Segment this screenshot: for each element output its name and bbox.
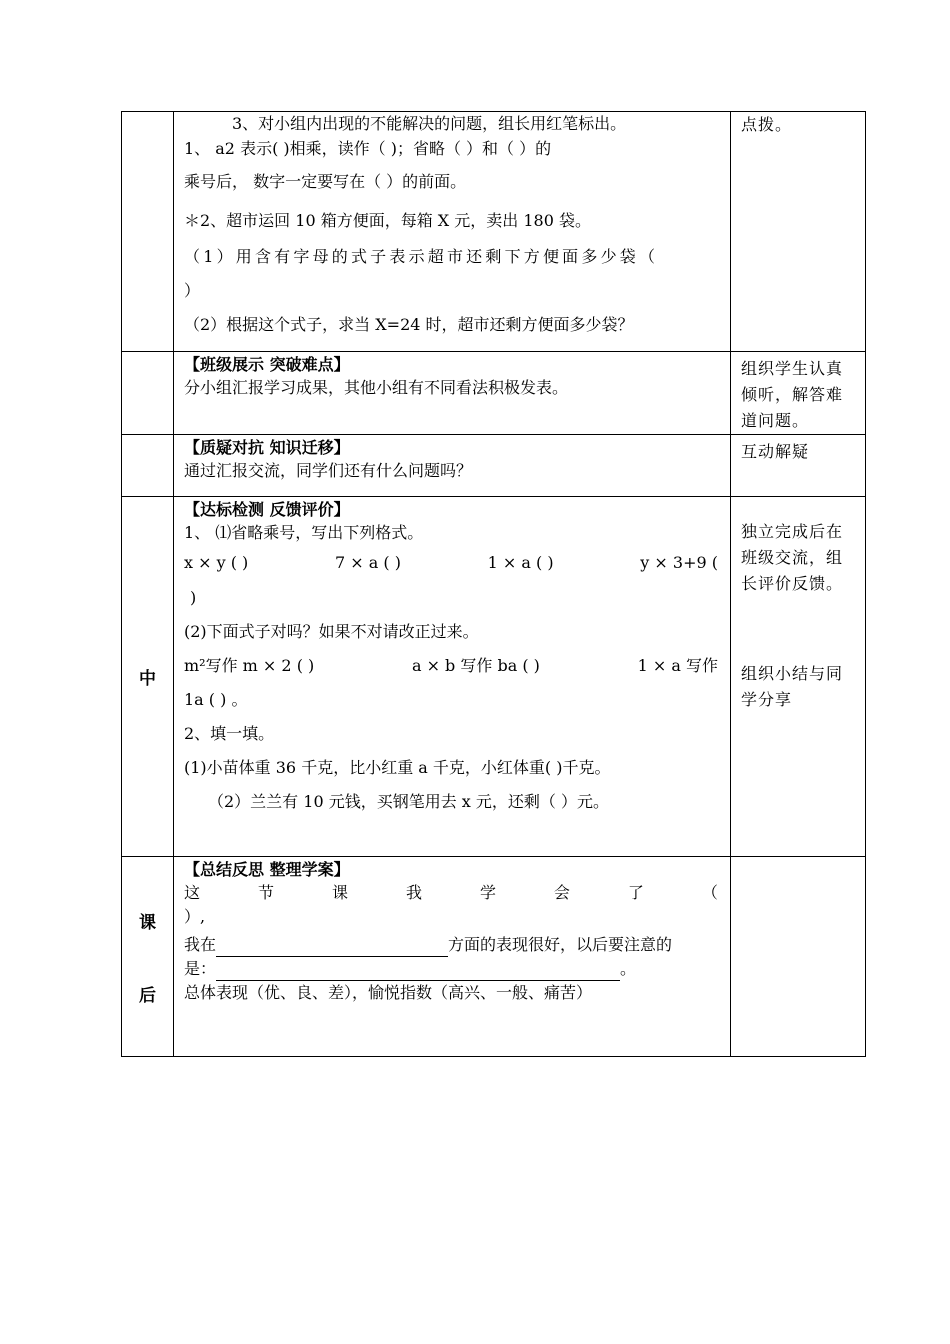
note-line: 学分享 (741, 690, 793, 709)
task-item: y × 3+9 ( (640, 553, 718, 572)
questioning-content (174, 435, 731, 497)
teacher-note-empty (731, 857, 866, 1057)
question-2-part-1: （1）用含有字母的式子表示超市还剩下方便面多少袋（ (184, 247, 659, 266)
char: 节 (257, 883, 274, 902)
note-line: 独立完成后在 (741, 522, 844, 541)
stage-label: 中 (139, 669, 156, 689)
section-heading: 【达标检测 反馈评价】 (184, 500, 350, 519)
task-2-part-2: （2）兰兰有 10 元钱，买钢笔用去 x 元，还剩（ ）元。 (208, 792, 609, 811)
question-1-line-a: 1、 a2 表示( )相乘，读作（ )；省略（ ）和（ ）的 (184, 139, 552, 158)
task-1b-title: (2)下面式子对吗？如果不对请改正过来。 (184, 622, 479, 641)
reflection-line-4: 总体表现（优、良、差），愉悦指数（高兴、一般、痛苦） (184, 983, 593, 1002)
task-item: 7 × a ( ) (334, 553, 401, 572)
row-reflection (122, 857, 866, 1057)
stage-cell-empty (122, 112, 174, 352)
task-1b-row (184, 649, 722, 683)
note-line: 长评价反馈。 (741, 574, 844, 593)
char: 课 (331, 883, 348, 902)
char: 这 (184, 883, 201, 902)
label: 是： (184, 959, 217, 978)
task-1-row (184, 545, 722, 581)
reflection-content (174, 857, 731, 1057)
note-line: 组织学生认真 (741, 359, 844, 378)
task-1b-row-close: 1a ( ) 。 (184, 690, 248, 709)
reflection-line-3 (184, 957, 722, 981)
reflection-line-2 (184, 933, 722, 957)
note-line: 组织小结与同 (741, 664, 844, 683)
char: 会 (553, 883, 570, 902)
section-heading: 【质疑对抗 知识迁移】 (184, 438, 350, 457)
class-display-content (174, 352, 731, 435)
note-line: 倾听，解答难 (741, 385, 844, 404)
stage-label: 课 (139, 912, 156, 933)
task-2-title: 2、填一填。 (184, 724, 275, 743)
teacher-note (731, 112, 866, 352)
task-1-title: 1、 ⑴省略乘号，写出下列格式。 (184, 523, 424, 542)
question-1-line-b: 乘号后， 数字一定要写在（ ）的前面。 (184, 172, 467, 191)
row-class-display (122, 352, 866, 435)
task-item: 1 × a ( ) (487, 553, 554, 572)
char: 学 (479, 883, 496, 902)
char: （ (701, 883, 718, 902)
teacher-note (731, 435, 866, 497)
section-heading: 【总结反思 整理学案】 (184, 860, 350, 879)
task-item: a × b 写作 ba ( ) (411, 656, 540, 675)
stage-cell-empty (122, 352, 174, 435)
question-2-part-1-close: ） (184, 281, 201, 300)
question-2-part-2: （2）根据这个式子，求当 X=24 时，超市还剩方便面多少袋？ (184, 315, 634, 334)
reflection-line-1 (184, 881, 722, 905)
section-text: 通过汇报交流，同学们还有什么问题吗？ (184, 461, 473, 480)
task-2-part-1: (1)小苗体重 36 千克，比小红重 a 千克，小红体重( )千克。 (184, 758, 611, 777)
row-assessment (122, 497, 866, 857)
reflection-line-1-close: ）, (184, 907, 206, 926)
assessment-content (174, 497, 731, 857)
char: 我 (405, 883, 422, 902)
teacher-note (731, 352, 866, 435)
stage-cell (122, 497, 174, 857)
exercise-content (174, 112, 731, 352)
task-item: x × y ( ) (184, 553, 249, 572)
label: 我在 (184, 935, 217, 954)
label: 。 (620, 959, 637, 978)
task-1-row-close: ) (190, 588, 197, 607)
char: 了 (627, 883, 644, 902)
section-text: 分小组汇报学习成果，其他小组有不同看法积极发表。 (184, 378, 569, 397)
stage-cell-empty (122, 435, 174, 497)
lesson-plan-table (121, 111, 866, 1057)
task-item: 1 × a 写作 (637, 656, 718, 675)
note-text: 点拨。 (741, 115, 793, 134)
stage-label: 后 (139, 985, 156, 1006)
question-2-intro: ＊2、超市运回 10 箱方便面，每箱 X 元，卖出 180 袋。 (184, 211, 591, 230)
instruction-line: 3、对小组内出现的不能解决的问题，组长用红笔标出。 (232, 114, 627, 133)
label: 方面的表现很好，以后要注意的 (448, 935, 673, 954)
section-heading: 【班级展示 突破难点】 (184, 355, 350, 374)
task-item: m²写作 m × 2 ( ) (184, 656, 315, 675)
note-text: 互动解疑 (741, 442, 810, 461)
stage-cell (122, 857, 174, 1057)
fill-blank[interactable] (216, 938, 448, 957)
note-line: 道问题。 (741, 411, 810, 430)
row-questioning (122, 435, 866, 497)
note-line: 班级交流，组 (741, 548, 844, 567)
row-exercise (122, 112, 866, 352)
fill-blank[interactable] (216, 962, 620, 981)
teacher-note (731, 497, 866, 857)
